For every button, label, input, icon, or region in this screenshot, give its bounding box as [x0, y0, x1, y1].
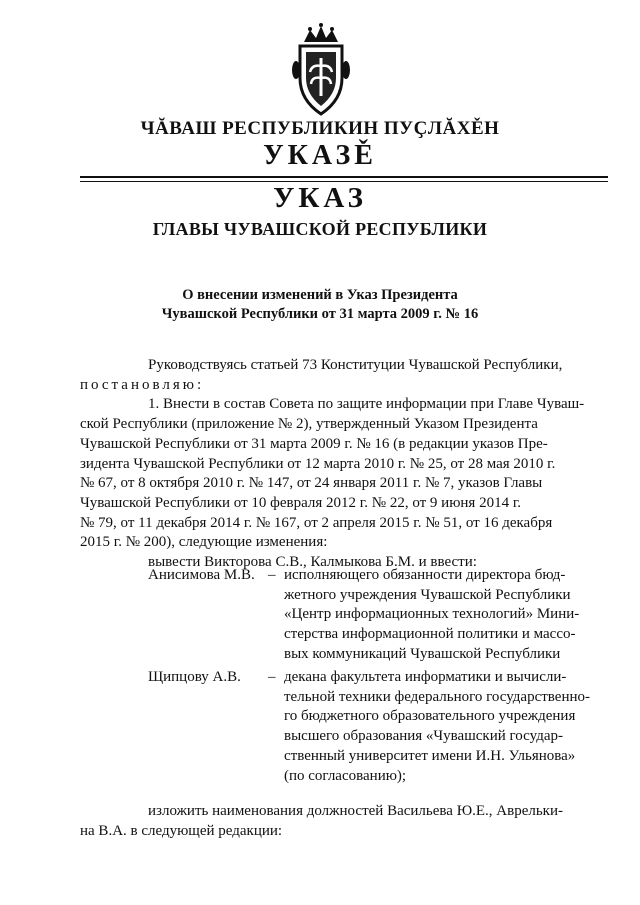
remove-line: вывести Викторова С.В., Калмыкова Б.М. и ввести:: [148, 554, 477, 571]
member-desc-line: жетного учреждения Чувашской Республики: [284, 586, 571, 603]
intro-line: Руководствуясь статьей 73 Конституции Чувашской Республики,: [148, 357, 563, 373]
member-dash: –: [268, 669, 276, 685]
coat-of-arms-emblem: [290, 20, 352, 120]
header-ukaze: УКАЗĚ: [263, 140, 377, 171]
closing-paragraph: [80, 802, 600, 841]
member-desc-line: декана факультета информатики и вычисли-: [284, 669, 567, 685]
closing-line-1: изложить наименования должностей Васильева Ю.Е., Аврельки-: [148, 803, 563, 819]
member-desc-line: го бюджетного образовательного учреждения: [284, 708, 576, 725]
decree-subject: [0, 286, 640, 324]
item1-line-4: зидента Чувашской Республики от 12 марта 2010 г. № 25, от 28 мая 2010 г.: [80, 455, 556, 472]
member-name: Анисимова М.В.: [148, 567, 255, 583]
subject-line-1: О внесении изменений в Указ Президента: [182, 287, 458, 303]
member-desc-line: ственный университет имени И.Н. Ульянова»: [284, 747, 576, 764]
member-description: [284, 566, 600, 665]
header-chuvash-title: ЧĂВАШ РЕСПУБЛИКИН ПУҪЛĂХĚН: [140, 118, 500, 139]
item1-line-5: № 67, от 8 октября 2010 г. № 147, от 24 января 2011 г. № 7, указов Главы: [80, 475, 543, 492]
member-description: [284, 668, 600, 786]
postanovlyayu: постановляю:: [80, 376, 205, 393]
member-desc-line: (по согласованию);: [284, 767, 407, 784]
item1-line-8: 2015 г. № 200), следующие изменения:: [80, 534, 328, 551]
item1-line-3: Чувашской Республики от 31 марта 2009 г. № 16 (в редакции указов Пре-: [80, 435, 548, 452]
member-desc-line: тельной техники федерального государственно-: [284, 688, 590, 705]
member-desc-line: «Центр информационных технологий» Мини-: [284, 606, 580, 623]
decree-body: [80, 356, 600, 573]
item1-line-7: № 79, от 11 декабря 2014 г. № 167, от 2 апреля 2015 г. № 51, от 16 декабря: [80, 514, 553, 531]
member-desc-line: стерства информационной политики и массо-: [284, 626, 576, 643]
item1-line-1: 1. Внести в состав Совета по защите информации при Главе Чуваш-: [148, 396, 585, 413]
header-glavy: ГЛАВЫ ЧУВАШСКОЙ РЕСПУБЛИКИ: [152, 219, 488, 239]
member-desc-line: высшего образования «Чувашский государ-: [284, 728, 563, 745]
member-name: Щипцову А.В.: [148, 669, 241, 685]
member-desc-line: исполняющего обязанности директора бюд-: [284, 567, 566, 583]
member-dash: –: [268, 567, 276, 583]
closing-line-2: на В.А. в следующей редакции:: [80, 822, 283, 839]
subject-line-2: Чувашской Республики от 31 марта 2009 г. № 16: [161, 306, 479, 322]
header-ukaz: УКАЗ: [273, 182, 367, 214]
item1-line-2: ской Республики (приложение № 2), утвержденный Указом Президента: [80, 416, 538, 433]
item1-line-6: Чувашской Республики от 10 февраля 2012 г. № 22, от 9 июня 2014 г.: [80, 494, 522, 511]
member-desc-line: вых коммуникаций Чувашской Республики: [284, 645, 561, 662]
